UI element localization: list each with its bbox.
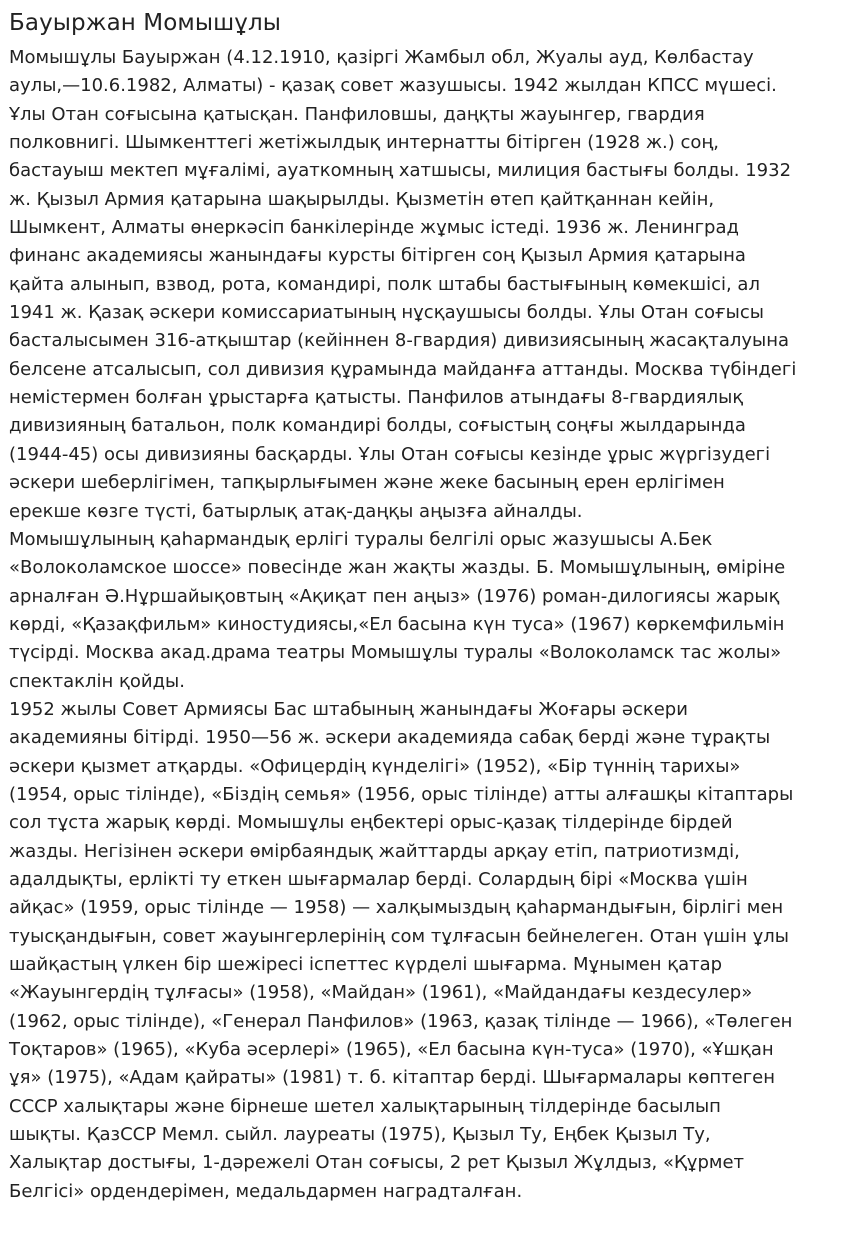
text-line: адалдықты, ерлікті ту еткен шығармалар берді. Солардың бірі «Москва үшін xyxy=(9,868,748,890)
text-line: 1952 жылы Совет Армиясы Бас штабының жанындағы Жоғары әскери xyxy=(9,698,688,720)
text-line: СССР халықтары және бірнеше шетел халықтарының тілдерінде басылып xyxy=(9,1095,721,1117)
text-line: белсене атсалысып, сол дивизия құрамында майданға аттанды. Москва түбіндегі xyxy=(9,358,797,380)
text-line: Тоқтаров» (1965), «Куба әсерлері» (1965), «Ел басына күн-туса» (1970), «Ұшқан xyxy=(9,1039,774,1061)
text-line: немістермен болған ұрыстарға қатысты. Панфилов атындағы 8-гвардиялық xyxy=(9,387,744,409)
text-line: финанс академиясы жанындағы курсты бітірген соң Қызыл Армия қатарына xyxy=(9,245,746,267)
text-line: Белгісі» ордендерімен, медальдармен наградталған. xyxy=(9,1180,523,1202)
text-line: Шымкент, Алматы өнеркәсіп банкілерінде жұмыс істеді. 1936 ж. Ленинград xyxy=(9,217,739,239)
text-line: Халықтар достығы, 1-дәрежелі Отан соғысы, 2 рет Қызыл Жұлдыз, «Құрмет xyxy=(9,1152,745,1174)
text-line: «Жауынгердің тұлғасы» (1958), «Майдан» (1961), «Майдандағы кездесулер» xyxy=(9,982,753,1004)
text-line: (1962, орыс тілінде), «Генерал Панфилов» (1963, қазақ тілінде — 1966), «Төлеген xyxy=(9,1010,793,1032)
text-line: Момышұлы Бауыржан (4.12.1910, қазіргі Жамбыл обл, Жуалы ауд, Көлбастау xyxy=(9,47,754,68)
text-line: түсірді. Москва акад.драма театры Момышұлы туралы «Волоколамск тас жолы» xyxy=(9,642,782,664)
paragraph-later-career xyxy=(9,696,837,1206)
text-line: шайқастың үлкен бір шежіресі іспеттес күрделі шығарма. Мұнымен қатар xyxy=(9,954,723,975)
text-line: басталысымен 316-атқыштар (кейіннен 8-гвардия) дивизиясының жасақталуына xyxy=(9,330,790,352)
text-line: (1954, орыс тілінде), «Біздің семья» (1956, орыс тілінде) атты алғашқы кітаптары xyxy=(9,783,794,805)
article-body xyxy=(9,44,837,1206)
text-line: қайта алынып, взвод, рота, командирі, полк штабы бастығының көмекшісі, ал xyxy=(9,273,760,295)
text-line: академияны бітірді. 1950—56 ж. әскери академияда сабақ берді және тұрақты xyxy=(9,727,771,749)
text-line: спектаклін қойды. xyxy=(9,670,185,692)
text-line: (1944-45) осы дивизияны басқарды. Ұлы Отан соғысы кезінде ұрыс жүргізудегі xyxy=(9,443,771,465)
text-line: «Волоколамское шоссе» повесінде жан жақты жазды. Б. Момышұлының, өміріне xyxy=(9,557,786,579)
text-line: ұя» (1975), «Адам қайраты» (1981) т. б. кітаптар берді. Шығармалары көптеген xyxy=(9,1067,776,1089)
text-line: бастауыш мектеп мұғалімі, ауаткомның хатшысы, милиция бастығы болды. 1932 xyxy=(9,160,792,182)
text-line: ерекше көзге түсті, батырлық атақ-даңқы аңызға айналды. xyxy=(9,500,583,522)
text-line: полковнигі. Шымкенттегі жетіжылдық интернатты бітірген (1928 ж.) соң, xyxy=(9,132,720,154)
text-line: Ұлы Отан соғысына қатысқан. Панфиловшы, даңқты жауынгер, гвардия xyxy=(9,103,705,125)
text-line: шықты. ҚазССР Мемл. сыйл. лауреаты (1975), Қызыл Ту, Еңбек Қызыл Ту, xyxy=(9,1124,711,1146)
text-line: ж. Қызыл Армия қатарына шақырылды. Қызметін өтеп қайтқаннан кейін, xyxy=(9,188,715,210)
paragraph-biography xyxy=(9,44,837,526)
paragraph-literary-legacy xyxy=(9,526,837,696)
text-line: айқас» (1959, орыс тілінде — 1958) — халқымыздың қаһармандығын, бірлігі мен xyxy=(9,897,784,919)
text-line: аулы,—10.6.1982, Алматы) - қазақ совет жазушысы. 1942 жылдан КПСС мүшесі. xyxy=(9,75,777,97)
page-title: Бауыржан Момышұлы xyxy=(9,10,282,36)
text-line: Момышұлының қаһармандық ерлігі туралы белгілі орыс жазушысы А.Бек xyxy=(9,528,713,550)
text-line: әскери шеберлігімен, тапқырлығымен және жеке басының ерен ерлігімен xyxy=(9,472,725,494)
text-line: туысқандығын, совет жауынгерлерінің сом тұлғасын бейнелеген. Отан үшін ұлы xyxy=(9,925,789,947)
text-line: жазды. Негізінен әскери өмірбаяндық жайттарды арқау етіп, патриотизмді, xyxy=(9,840,740,862)
text-line: 1941 ж. Қазақ әскери комиссариатының нұсқаушысы болды. Ұлы Отан соғысы xyxy=(9,302,764,324)
text-line: дивизияның батальон, полк командирі болды, соғыстың соңғы жылдарында xyxy=(9,415,746,437)
text-line: сол тұста жарық көрді. Момышұлы еңбектері орыс-қазақ тілдерінде бірдей xyxy=(9,812,733,834)
text-line: арналған Ә.Нұршайықовтың «Ақиқат пен аңыз» (1976) роман-дилогиясы жарық xyxy=(9,585,780,607)
text-line: әскери қызмет атқарды. «Офицердің күнделігі» (1952), «Бір түннің тарихы» xyxy=(9,755,741,777)
text-line: көрді, «Қазақфильм» киностудиясы,«Ел басына күн туса» (1967) көркемфильмін xyxy=(9,613,785,635)
